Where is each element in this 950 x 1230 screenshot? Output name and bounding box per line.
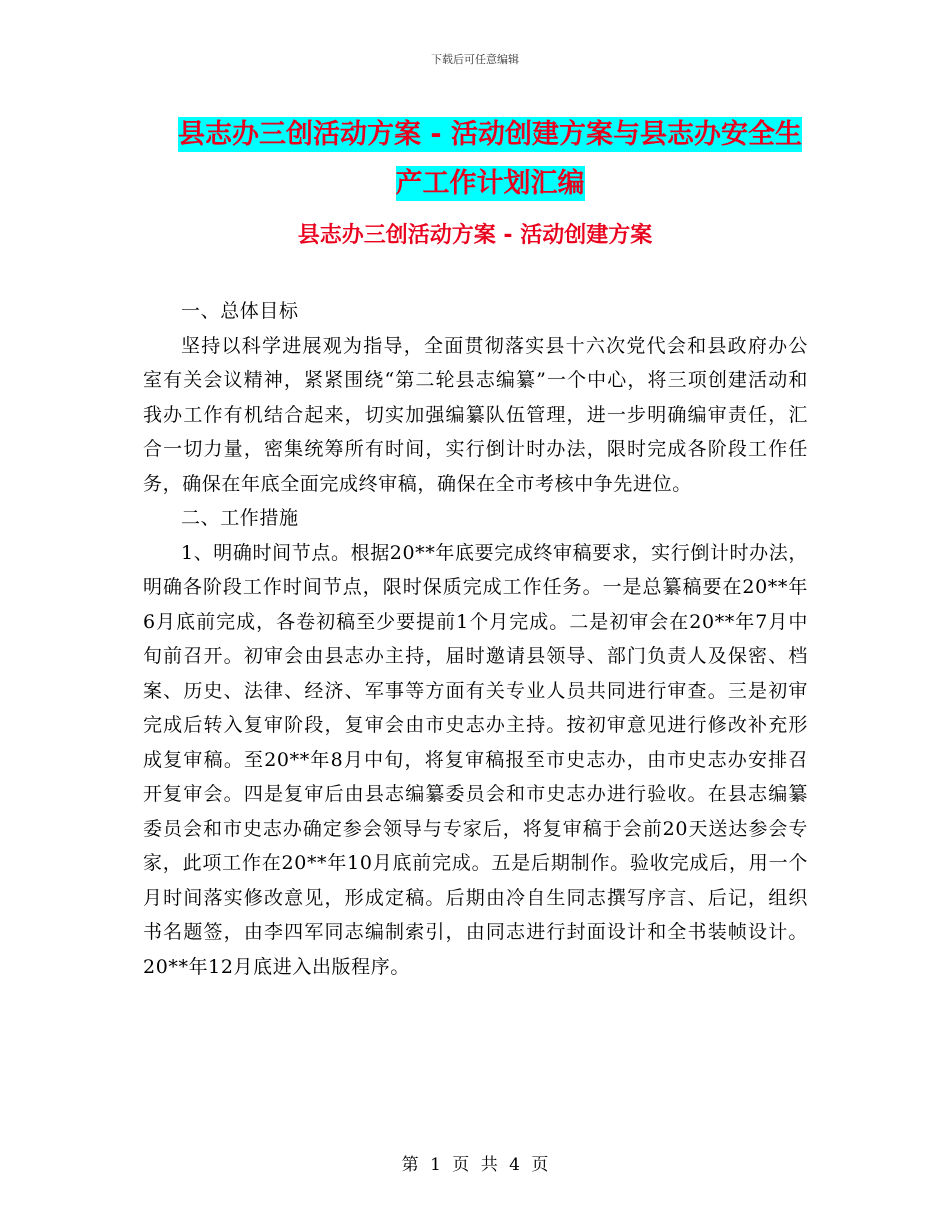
document-title (140, 110, 840, 208)
page-header-note: 下载后可任意编辑 (431, 53, 519, 66)
footer-total-label: 页 (531, 1155, 549, 1175)
document-title-line-2: 产工作计划汇编 (395, 168, 585, 199)
footer-page-label: 页 (452, 1155, 470, 1175)
footer-total-prefix: 共 (480, 1155, 498, 1175)
footer-prefix: 第 (401, 1155, 419, 1175)
document-body (143, 294, 808, 984)
heading-work-measures: 二、工作措施 (181, 507, 299, 529)
paragraph-time-nodes: 1、明确时间节点。根据20**年底要完成终审稿要求，实行倒计时办法，明确各阶段工作时间节点，限时保质完成工作任务。一是总纂稿要在20**年6月底前完成，各卷初稿至少要提前1个月完成。二是初审会在20**年7月中旬前召开。初审会由县志办主持，届时邀请县领导、部门负责人及保密、档案、历史、法律、经济、军事等方面有关专业人员共同进行审查。三是初审完成后转入复审阶段，复审会由市史志办主持。按初审意见进行修改补充形成复审稿。至20**年8月中旬，将复审稿报至市史志办，由市史志办安排召开复审会。四是复审后由县志编纂委员会和市史志办进行验收。在县志编纂委员会和市史志办确定参会领导与专家后，将复审稿于会前20天送达参会专家，此项工作在20**年10月底前完成。五是后期制作。验收完成后，用一个月时间落实修改意见，形成定稿。后期由冷自生同志撰写序言、后记，组织书名题签，由李四军同志编制索引，由同志进行封面设计和全书装帧设计。20**年12月底进入出版程序。 (143, 541, 808, 978)
paragraph-overall-goal: 坚持以科学进展观为指导，全面贯彻落实县十六次党代会和县政府办公室有关会议精神，紧紧围绕“第二轮县志编纂”一个中心，将三项创建活动和我办工作有机结合起来，切实加强编纂队伍管理，进一步明确编审责任，汇合一切力量，密集统筹所有时间，实行倒计时办法，限时完成各阶段工作任务，确保在年底全面完成终审稿，确保在全市考核中争先进位。 (143, 334, 808, 495)
section-title: 县志办三创活动方案 - 活动创建方案 (297, 223, 653, 248)
page-footer (0, 1153, 950, 1177)
footer-total-pages: 4 (509, 1155, 520, 1175)
heading-overall-goal: 一、总体目标 (181, 300, 299, 322)
footer-page-number: 1 (430, 1155, 441, 1175)
document-title-line-1: 县志办三创活动方案 - 活动创建方案与县志办安全生 (177, 119, 802, 150)
